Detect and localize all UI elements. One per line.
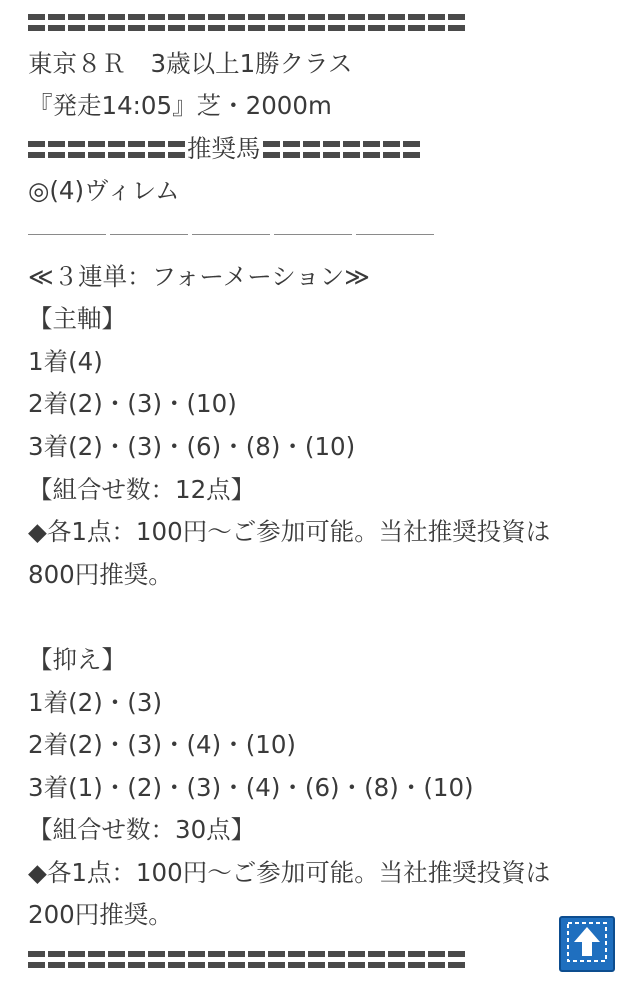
main-combination-count: 【組合せ数：12点】 (28, 474, 256, 504)
spacer (28, 596, 618, 639)
race-info: 『発走14:05』芝・2000m (28, 91, 332, 121)
sub-third-place: 3着(1)・(2)・(3)・(4)・(6)・(8)・(10) (28, 772, 474, 802)
decorative-divider-bottom (28, 937, 618, 980)
recommended-horse: ◎(4)ヴィレム (28, 176, 180, 206)
arrow-up-icon (565, 920, 609, 968)
main-bet-note: ◆各1点：100円〜ご参加可能。当社推奨投資は (28, 517, 551, 547)
main-second-place: 2着(2)・(3)・(10) (28, 389, 237, 419)
thin-divider (28, 213, 618, 256)
sub-bet-note-cont: 200円推奨。 (28, 900, 173, 930)
sub-first-place: 1着(2)・(3) (28, 687, 162, 717)
sub-bet-note: ◆各1点：100円〜ご参加可能。当社推奨投資は (28, 857, 551, 887)
race-title: 東京８Ｒ 3歳以上1勝クラス (28, 48, 353, 78)
main-first-place: 1着(4) (28, 346, 103, 376)
main-axis-header: 【主軸】 (28, 304, 126, 334)
sub-header: 【抑え】 (28, 644, 126, 674)
formation-title: ≪３連単：フォーメーション≫ (28, 261, 370, 291)
sub-combination-count: 【組合せ数：30点】 (28, 815, 256, 845)
sub-second-place: 2着(2)・(3)・(4)・(10) (28, 730, 296, 760)
recommend-header (28, 128, 618, 171)
recommend-header-label: 推奨馬 (187, 133, 261, 163)
main-third-place: 3着(2)・(3)・(6)・(8)・(10) (28, 431, 356, 461)
decorative-divider-top (28, 0, 618, 43)
main-bet-note-cont: 800円推奨。 (28, 559, 173, 589)
scroll-to-top-button[interactable] (559, 916, 615, 972)
article-body (28, 0, 618, 980)
